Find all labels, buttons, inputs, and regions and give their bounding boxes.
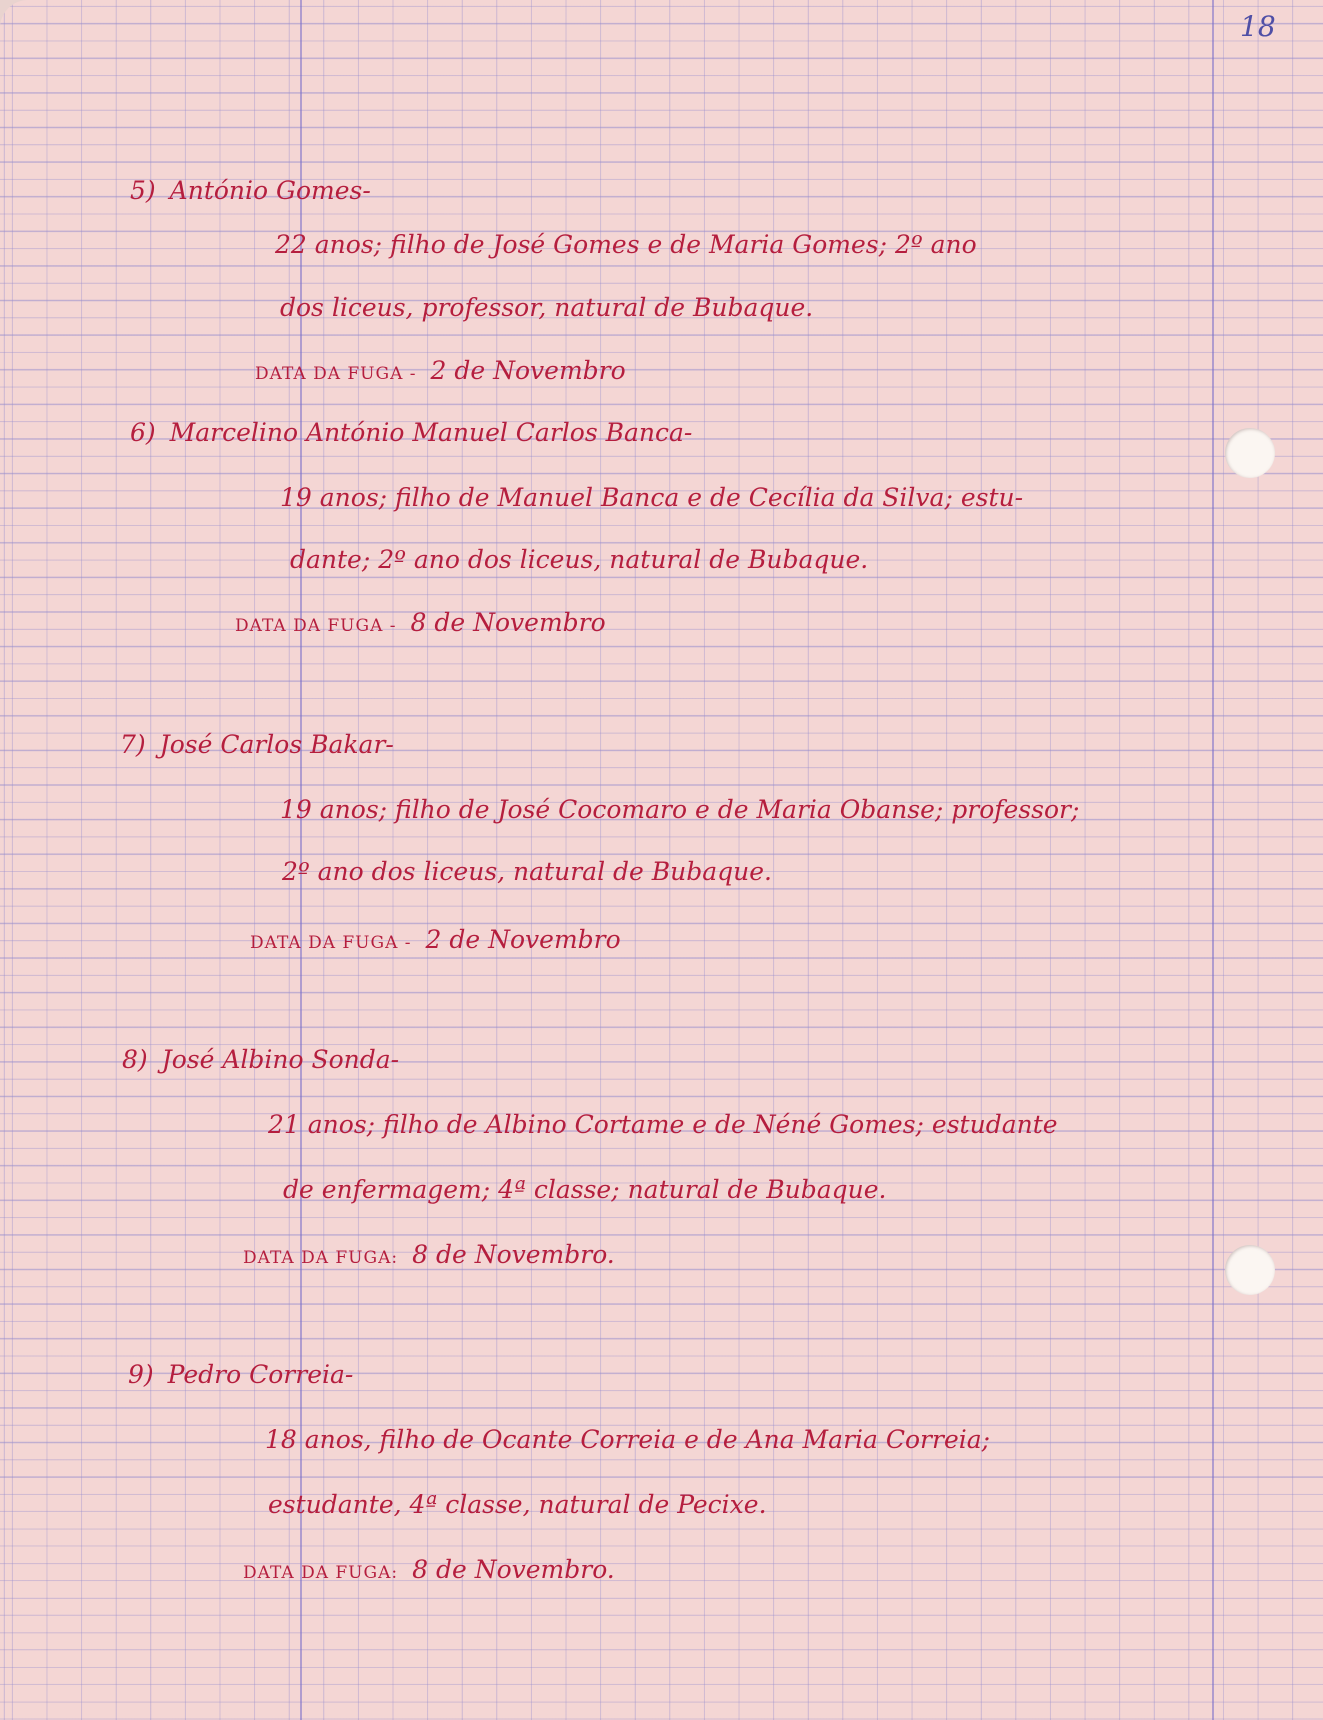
escape-date-value: 2 de Novembro <box>430 356 626 385</box>
escape-date-value: 2 de Novembro <box>425 925 621 954</box>
punch-hole-lower <box>1225 1245 1275 1295</box>
entry-detail-line: dos liceus, professor, natural de Bubaque. <box>280 293 814 322</box>
entry-detail-line: 19 anos; filho de Manuel Banca e de Cecília da Silva; estu- <box>280 483 1024 512</box>
escape-date-label: DATA DA FUGA - <box>250 933 412 953</box>
entry-detail-line: estudante, 4ª classe, natural de Pecixe. <box>268 1490 767 1519</box>
escape-date-value: 8 de Novembro <box>410 608 606 637</box>
entry-heading <box>122 1045 399 1074</box>
entry-name: António Gomes- <box>169 176 371 205</box>
entry-number: 6) <box>130 418 156 447</box>
entry-detail-line: 21 anos; filho de Albino Cortame e de Néné Gomes; estudante <box>268 1110 1058 1139</box>
entry-name: Pedro Correia- <box>167 1360 354 1389</box>
entry-heading <box>128 1360 353 1389</box>
entry-detail-line: 22 anos; filho de José Gomes e de Maria Gomes; 2º ano <box>275 230 977 259</box>
escape-date-label: DATA DA FUGA - <box>255 364 417 384</box>
entry-detail-line: de enfermagem; 4ª classe; natural de Bubaque. <box>283 1175 887 1204</box>
escape-date-value: 8 de Novembro. <box>412 1555 615 1584</box>
entry-detail-line: 19 anos; filho de José Cocomaro e de Maria Obanse; professor; <box>280 795 1080 824</box>
escape-date-label: DATA DA FUGA: <box>243 1248 399 1268</box>
entry-heading <box>120 730 394 759</box>
page-number: 18 <box>1240 10 1276 43</box>
escape-date <box>243 1240 615 1269</box>
entry-name: José Carlos Bakar- <box>159 730 394 759</box>
entry-number: 7) <box>120 730 146 759</box>
margin-line-right <box>1212 0 1214 1720</box>
entry-number: 8) <box>122 1045 148 1074</box>
entry-name: Marcelino António Manuel Carlos Banca- <box>169 418 693 447</box>
entry-detail-line: dante; 2º ano dos liceus, natural de Bubaque. <box>290 545 869 574</box>
escape-date <box>243 1555 615 1584</box>
escape-date <box>250 925 621 954</box>
escape-date <box>235 608 606 637</box>
escape-date-value: 8 de Novembro. <box>412 1240 615 1269</box>
escape-date-label: DATA DA FUGA: <box>243 1563 399 1583</box>
entry-name: José Albino Sonda- <box>161 1045 400 1074</box>
entry-heading <box>130 176 371 205</box>
entry-number: 9) <box>128 1360 154 1389</box>
entry-heading <box>130 418 692 447</box>
entry-detail-line: 2º ano dos liceus, natural de Bubaque. <box>282 857 772 886</box>
entry-number: 5) <box>130 176 156 205</box>
punch-hole-upper <box>1225 428 1275 478</box>
entry-detail-line: 18 anos, filho de Ocante Correia e de Ana Maria Correia; <box>265 1425 991 1454</box>
escape-date-label: DATA DA FUGA - <box>235 616 397 636</box>
escape-date <box>255 356 626 385</box>
